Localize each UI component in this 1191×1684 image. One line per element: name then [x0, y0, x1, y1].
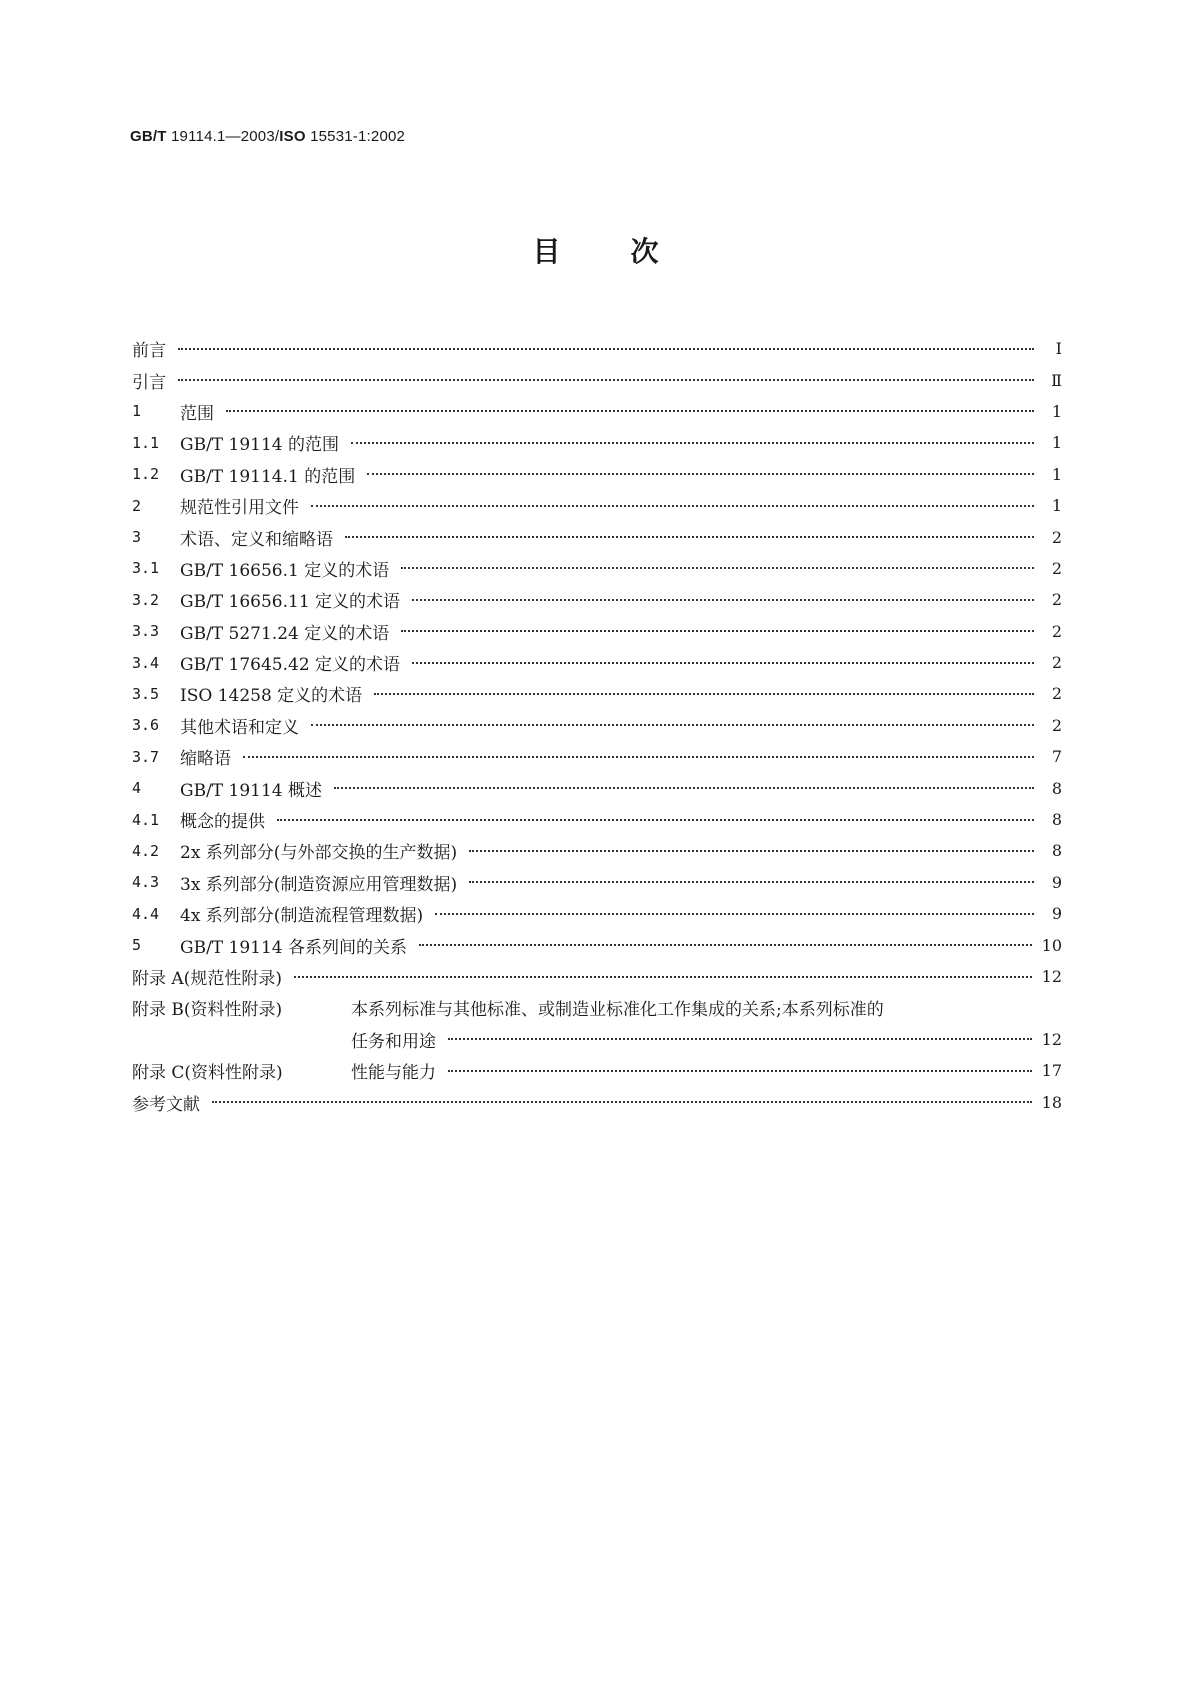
toc-entry-page: 10 — [1041, 935, 1062, 955]
toc-entry-page: 2 — [1051, 527, 1062, 547]
toc-leader-dots — [374, 693, 1034, 695]
toc-leader-dots — [351, 442, 1034, 444]
toc-entry-page: 1 — [1051, 433, 1062, 453]
toc-entry[interactable] — [132, 1086, 1062, 1117]
toc-entry-number: 1 — [132, 402, 142, 421]
toc-entry-page: 8 — [1051, 778, 1062, 798]
toc-entry-number: 4.4 — [132, 904, 160, 923]
toc-entry[interactable] — [132, 333, 1062, 364]
toc-entry-page: 8 — [1051, 810, 1062, 830]
toc-leader-dots — [401, 567, 1034, 569]
toc-entry-number: 3.1 — [132, 559, 160, 578]
toc-leader-dots — [334, 787, 1034, 789]
toc-entry[interactable] — [132, 898, 1062, 929]
toc-entry-number: 2 — [132, 496, 142, 515]
toc-entry-label: 范围 — [180, 403, 214, 424]
toc-entry-label: GB/T 17645.42 定义的术语 — [180, 655, 401, 676]
toc-entry-label: GB/T 19114.1 的范围 — [180, 466, 356, 487]
toc-entry-label: 前言 — [132, 341, 166, 362]
toc-entry[interactable] — [132, 710, 1062, 741]
toc-entry-page: 2 — [1051, 558, 1062, 578]
toc-leader-dots — [469, 881, 1034, 883]
toc-entry[interactable] — [132, 584, 1062, 615]
toc-entry[interactable] — [132, 961, 1062, 992]
toc-entry-number: 5 — [132, 936, 142, 955]
toc-leader-dots — [419, 944, 1032, 946]
toc-entry[interactable] — [132, 772, 1062, 803]
toc-leader-dots — [212, 1101, 1032, 1103]
toc-leader-dots — [412, 662, 1034, 664]
toc-entry[interactable] — [132, 804, 1062, 835]
toc-entry-label: 规范性引用文件 — [180, 498, 299, 519]
toc-leader-dots — [469, 850, 1034, 852]
toc-entry-label: 性能与能力 — [351, 1063, 436, 1084]
toc-entry-appendix-b-continued[interactable] — [132, 1024, 1062, 1055]
toc-entry-label: 引言 — [132, 372, 166, 393]
toc-entry-page: Ⅰ — [1055, 339, 1062, 359]
toc-entry-number: 3.4 — [132, 653, 160, 672]
toc-entry-label: GB/T 19114 各系列间的关系 — [180, 937, 408, 958]
toc-entry-label: 任务和用途 — [351, 1031, 436, 1052]
toc-entry-label: 3x 系列部分(制造资源应用管理数据) — [180, 874, 458, 895]
toc-entry[interactable] — [132, 521, 1062, 552]
toc-entry[interactable] — [132, 616, 1062, 647]
toc-entry-label: 其他术语和定义 — [180, 717, 299, 738]
toc-entry[interactable] — [132, 835, 1062, 866]
toc-entry-page: 2 — [1051, 684, 1062, 704]
toc-entry-label: 缩略语 — [180, 749, 231, 770]
toc-entry-label: GB/T 5271.24 定义的术语 — [180, 623, 390, 644]
toc-entry-number: 4.3 — [132, 873, 160, 892]
toc-leader-dots — [178, 379, 1034, 381]
code-iso-number: 15531-1:2002 — [305, 128, 406, 145]
toc-entry[interactable] — [132, 490, 1062, 521]
toc-entry-number: 1.1 — [132, 433, 160, 452]
toc-leader-dots — [345, 536, 1034, 538]
toc-entry-appendix-b[interactable] — [132, 992, 1062, 1023]
toc-entry-number: 3.3 — [132, 622, 160, 641]
toc-entry-label: 术语、定义和缩略语 — [180, 529, 333, 550]
toc-leader-dots — [367, 473, 1034, 475]
toc-entry-number: 3 — [132, 528, 142, 547]
toc-entry[interactable] — [132, 459, 1062, 490]
toc-entry-label: 概念的提供 — [180, 812, 265, 833]
toc-entry-page: 9 — [1051, 904, 1062, 924]
toc-entry-page: 1 — [1051, 401, 1062, 421]
code-iso: ISO — [279, 128, 306, 145]
toc-entry-number: 4 — [132, 779, 142, 798]
toc-entry-label: 本系列标准与其他标准、或制造业标准化工作集成的关系;本系列标准的 — [351, 1000, 884, 1021]
table-of-contents — [132, 333, 1062, 1118]
code-prefix: GB/T — [130, 128, 167, 145]
toc-leader-dots — [448, 1070, 1032, 1072]
toc-entry-appendix-c[interactable] — [132, 1055, 1062, 1086]
code-number: 19114.1—2003/ — [166, 128, 280, 145]
toc-entry-page: 1 — [1051, 464, 1062, 484]
toc-entry-page: 1 — [1051, 496, 1062, 516]
toc-leader-dots — [294, 976, 1032, 978]
toc-entry-number: 3.2 — [132, 590, 160, 609]
toc-entry-page: 18 — [1041, 1092, 1062, 1112]
toc-entry-number: 3.7 — [132, 747, 160, 766]
toc-entry-number: 3.5 — [132, 684, 160, 703]
title-char-2: 次 — [630, 235, 659, 268]
toc-entry-page: 2 — [1051, 653, 1062, 673]
toc-leader-dots — [412, 599, 1034, 601]
toc-entry-label: GB/T 16656.11 定义的术语 — [180, 592, 401, 613]
toc-entry-label: 2x 系列部分(与外部交换的生产数据) — [180, 843, 458, 864]
toc-entry-page: 2 — [1051, 715, 1062, 735]
toc-leader-dots — [243, 756, 1034, 758]
toc-entry-prefix: 附录 C(资料性附录) — [132, 1063, 283, 1084]
toc-entry-label: ISO 14258 定义的术语 — [180, 686, 363, 707]
toc-leader-dots — [178, 348, 1034, 350]
toc-entry-label: 4x 系列部分(制造流程管理数据) — [180, 906, 424, 927]
toc-entry[interactable] — [132, 741, 1062, 772]
toc-entry-label: 附录 A(规范性附录) — [132, 969, 282, 989]
toc-entry-page: Ⅱ — [1051, 370, 1062, 390]
toc-entry[interactable] — [132, 427, 1062, 458]
toc-leader-dots — [277, 819, 1034, 821]
toc-entry-page: 7 — [1051, 747, 1062, 767]
toc-entry-label: GB/T 19114 概述 — [180, 780, 323, 801]
toc-entry-page: 12 — [1041, 967, 1062, 986]
toc-leader-dots — [435, 913, 1034, 915]
toc-entry[interactable] — [132, 867, 1062, 898]
toc-leader-dots — [448, 1038, 1032, 1040]
toc-leader-dots — [401, 630, 1034, 632]
toc-leader-dots — [311, 505, 1034, 507]
toc-entry[interactable] — [132, 678, 1062, 709]
toc-entry[interactable] — [132, 364, 1062, 395]
toc-entry-label: 参考文献 — [132, 1094, 200, 1115]
toc-entry-number: 3.6 — [132, 716, 160, 735]
document-code — [130, 128, 405, 145]
page-title — [0, 230, 1191, 270]
toc-entry-number: 4.2 — [132, 841, 160, 860]
toc-entry-page: 9 — [1051, 872, 1062, 892]
toc-leader-dots — [311, 724, 1034, 726]
toc-leader-dots — [226, 410, 1034, 412]
toc-entry-prefix: 附录 B(资料性附录) — [132, 1000, 283, 1021]
toc-entry-number: 4.1 — [132, 810, 160, 829]
toc-entry-label: GB/T 19114 的范围 — [180, 435, 340, 456]
toc-entry-page: 12 — [1041, 1029, 1062, 1049]
toc-entry[interactable] — [132, 553, 1062, 584]
toc-entry-page: 2 — [1051, 590, 1062, 610]
toc-entry[interactable] — [132, 396, 1062, 427]
toc-entry[interactable] — [132, 929, 1062, 960]
toc-entry-label: GB/T 16656.1 定义的术语 — [180, 560, 390, 581]
toc-entry-page: 2 — [1051, 621, 1062, 641]
toc-entry[interactable] — [132, 647, 1062, 678]
toc-entry-number: 1.2 — [132, 465, 160, 484]
toc-entry-page: 17 — [1041, 1061, 1062, 1081]
title-char-1: 目 — [532, 235, 561, 268]
toc-entry-page: 8 — [1051, 841, 1062, 861]
